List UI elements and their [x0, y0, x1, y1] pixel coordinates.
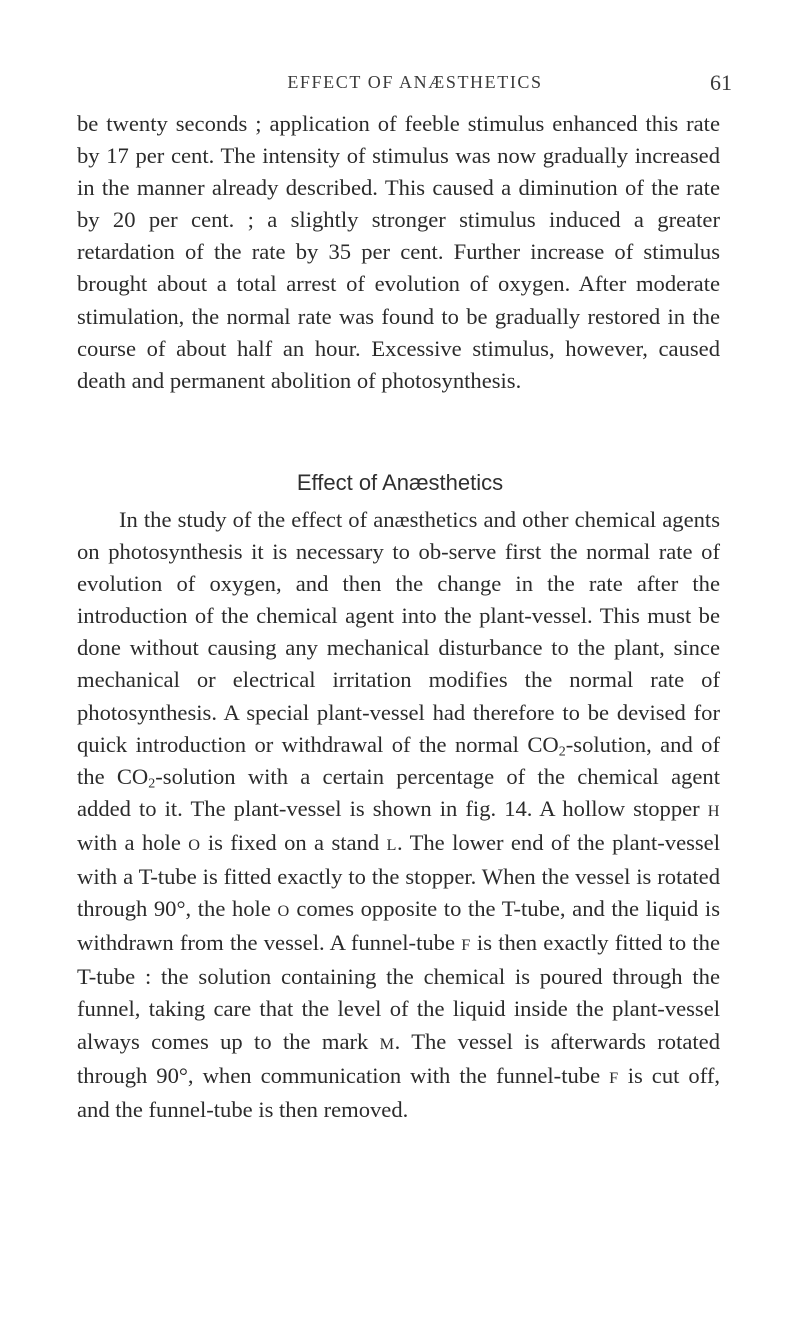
text-run: comes opposite to the T-tube, and the liquid is withdrawn from the vessel. A funnel-tube [77, 896, 720, 956]
section-heading: Effect of Anæsthetics [296, 470, 504, 495]
running-title: EFFECT OF ANÆSTHETICS [287, 72, 543, 92]
text-run: . The vessel is afterwards rotated through 90°, when communication with the funnel-tube [77, 1028, 721, 1088]
text-run: is fixed on a stand [200, 829, 387, 855]
text-run: with a hole [77, 829, 189, 855]
figure-letter: O [188, 835, 201, 854]
text-run: -solution with a certain percentage of the chemical agent added to it. The plant-vessel is shown in fig. 14. A hollow stopper [77, 763, 720, 821]
paragraph-stimulus: be twenty seconds ; application of feeble stimulus enhanced this rate by 17 per cent. The intensity of stimulus was now gradually increased in the manner already described. This caused a diminution of the rate by 20 per cent. ; a slightly stronger stimulus induced a greater retardation of the rate by 35 per cent. Further increase of stimulus brought about a total arrest of evolution of oxygen. After moderate stimulation, the normal rate was found to be gradually restored in the course of about half an hour. Excessive stimulus, however, caused death and permanent abolition of photosynthesis. [77, 111, 720, 393]
page-number: 61 [710, 70, 732, 95]
figure-letter: H [707, 801, 720, 820]
text-run: -solution, and of the CO [77, 731, 720, 789]
running-head [0, 70, 800, 100]
figure-letter: O [277, 902, 290, 921]
subscript: 2 [148, 776, 156, 792]
figure-letter: M [379, 1034, 395, 1053]
text-run: is then exactly fitted to the T-tube : the solution containing the chemical is poured through the funnel, taking care that the level of the liquid inside the plant-vessel always comes up to the mark [77, 930, 720, 1054]
figure-letter: L [386, 835, 397, 854]
text-run: is cut off, and the funnel-tube is then removed. [77, 1062, 720, 1122]
subscript: 2 [558, 744, 566, 760]
text-run: . The lower end of the plant-vessel with a T-tube is fitted exactly to the stopper. When the vessel is rotated through 90°, the hole [77, 829, 720, 922]
figure-letter: F [609, 1068, 619, 1087]
figure-letter: F [461, 936, 471, 955]
text-run: In the study of the effect of anæsthetics and other chemical agents on photosynthesis it is necessary to ob-serve first the normal rate of evolution of oxygen, and then the change in the rate after the introduction of the chemical agent into the plant-vessel. This must be done without causing any mechanical disturbance to the plant, since mechanical or electrical irritation modifies the normal rate of photosynthesis. A special plant-vessel had therefore to be devised for quick introduction or withdrawal of the normal CO [77, 507, 720, 757]
paragraph-anaesthetics [77, 504, 720, 1126]
